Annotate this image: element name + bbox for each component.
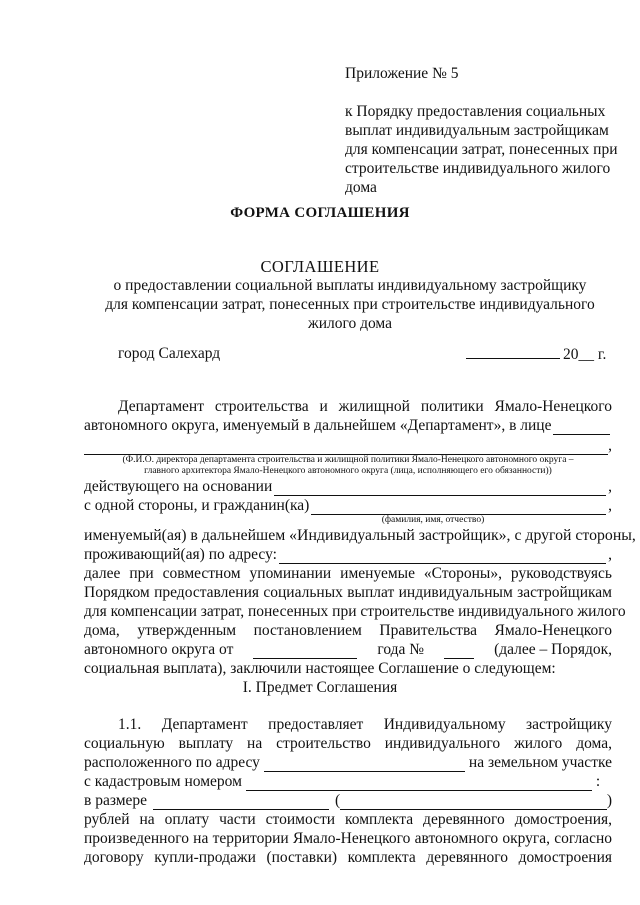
intro-line: именуемый(ая) в дальнейшем «Индивидуальный застройщик», с другой стороны, — [84, 527, 636, 544]
intro-line — [84, 416, 612, 435]
resolution-number-label: года № — [377, 641, 425, 658]
intro-line: далее при совместном упоминании именуемые «Стороны», руководствуясь — [84, 565, 612, 582]
agreement-title: СОГЛАШЕНИЕ — [260, 257, 380, 276]
acting-basis-label: действующего на основании — [84, 478, 273, 495]
section-title: I. Предмет Соглашения — [242, 679, 398, 696]
address-label: расположенного по адресу — [84, 754, 260, 771]
intro-line: для компенсации затрат, понесенных при строительстве индивидуального жилого — [84, 603, 626, 620]
section1-line: 1.1. Департамент предоставляет Индивидуальному застройщику — [118, 716, 612, 733]
agreement-subtitle — [90, 276, 610, 333]
intro-line: Порядком предоставления социальных выплат индивидуальным застройщикам — [84, 584, 612, 601]
resolution-date-blank[interactable] — [253, 644, 357, 659]
appendix-line: дома — [345, 179, 377, 196]
resolution-from-label: автономного округа от — [84, 641, 234, 658]
resolution-further-label: (далее – Порядок, — [494, 641, 612, 658]
agreement-subtitle-line: о предоставлении социальной выплаты индивидуальному застройщику — [113, 277, 587, 294]
appendix-line: выплат индивидуальным застройщикам — [345, 122, 609, 139]
citizen-blank[interactable] — [311, 500, 606, 515]
appendix-line: к Порядку предоставления социальных — [345, 103, 606, 120]
amount-line: в размере ( ) — [84, 792, 612, 809]
intro-paragraph — [84, 397, 636, 678]
citizen-line: с одной стороны, и гражданин(ка) , — [84, 497, 612, 514]
section1-line: договору купли-продажи (поставки) комплекта деревянного домостроения — [84, 849, 612, 866]
caption-line: главного архитектора Ямало-Ненецкого автономного округа (лица, исполняющего его обязанности)) — [144, 466, 552, 476]
caption-line: (Ф.И.О. директора департамента строительства и жилищной политики Ямало-Ненецкого автономного округа – — [122, 455, 574, 465]
representative-blank[interactable] — [553, 420, 610, 435]
representative-caption — [84, 455, 612, 477]
amount-digits-blank[interactable] — [153, 795, 329, 810]
address-line — [84, 753, 612, 772]
residing-label: проживающий(ая) по адресу: — [84, 546, 277, 563]
cadastral-blank[interactable] — [246, 776, 592, 791]
amount-label: в размере — [84, 792, 148, 809]
resolution-number-blank[interactable] — [444, 644, 474, 659]
agreement-date — [466, 344, 606, 364]
intro-line: дома, утвержденным постановлением Правительства Ямало-Ненецкого — [84, 622, 612, 639]
section1-line: рублей на оплату части стоимости комплекта деревянного домостроения, — [84, 811, 612, 828]
residing-blank[interactable] — [279, 549, 606, 564]
place-city: город Салехард — [118, 345, 221, 362]
intro-line: Департамент строительства и жилищной политики Ямало-Ненецкого — [118, 398, 612, 415]
acting-basis-line: действующего на основании , — [84, 478, 612, 495]
citizen-label: с одной стороны, и гражданин(ка) — [84, 497, 310, 514]
representative-name-line: , — [84, 435, 612, 455]
date-blank[interactable] — [466, 344, 560, 359]
acting-basis-blank[interactable] — [274, 481, 606, 496]
intro-line-text: автономного округа, именуемый в дальнейшем «Департамент», в лице — [84, 417, 552, 434]
cadastral-label: с кадастровым номером — [84, 773, 242, 790]
section1-line: произведенного на территории Ямало-Ненецкого автономного округа, согласно — [84, 830, 612, 847]
agreement-subtitle-line: для компенсации затрат, понесенных при строительстве индивидуального — [105, 296, 595, 313]
section1-paragraph — [84, 715, 612, 867]
resolution-line — [84, 640, 612, 659]
amount-words-blank[interactable] — [340, 795, 607, 810]
agreement-subtitle-line: жилого дома — [307, 315, 392, 332]
form-title: ФОРМА СОГЛАШЕНИЯ — [230, 205, 410, 221]
appendix-line: для компенсации затрат, понесенных при — [345, 141, 618, 158]
appendix-number: Приложение № 5 — [345, 65, 459, 82]
intro-last-line: социальная выплата), заключили настоящее Соглашение о следующем: — [84, 660, 556, 677]
residing-line: проживающий(ая) по адресу: , — [84, 546, 612, 563]
section1-line: социальную выплату на строительство индивидуального жилого дома, — [84, 735, 612, 752]
date-year: 20__ г. — [563, 346, 607, 363]
cadastral-line: с кадастровым номером : — [84, 773, 601, 790]
appendix-line: строительстве индивидуального жилого — [345, 160, 611, 177]
citizen-caption: (фамилия, имя, отчество) — [381, 515, 485, 525]
representative-name-blank[interactable] — [84, 440, 608, 455]
address-blank[interactable] — [264, 757, 465, 772]
land-plot-label: на земельном участке — [468, 754, 612, 771]
appendix-block — [345, 64, 618, 197]
